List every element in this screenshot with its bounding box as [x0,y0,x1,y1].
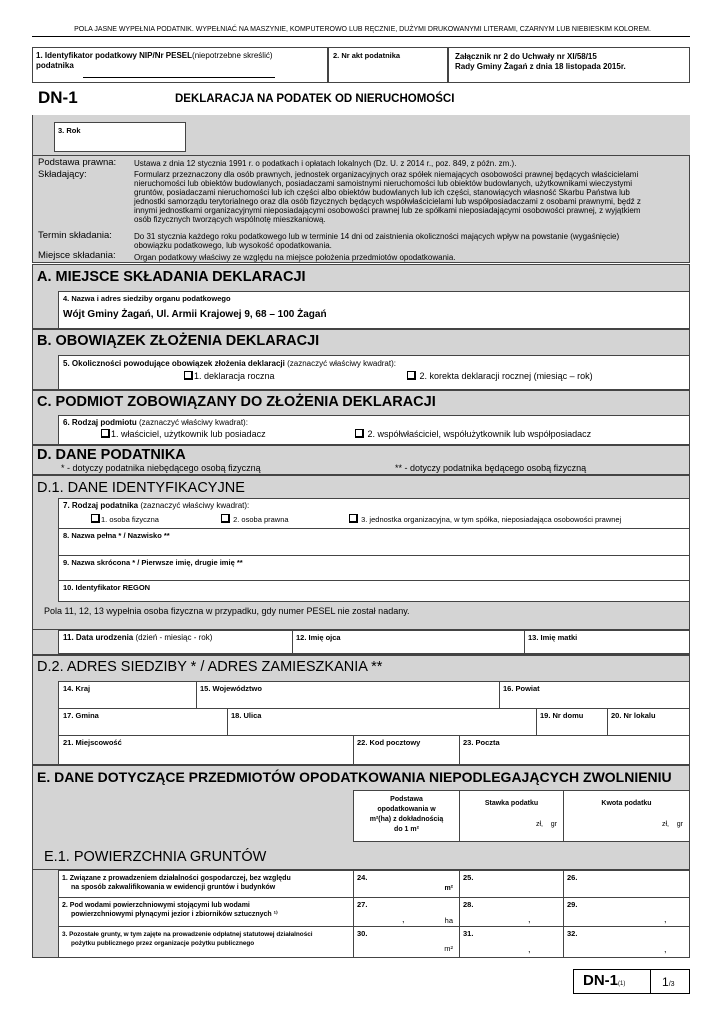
column-header-rate-label: Stawka podatku [484,800,539,807]
section-c [32,390,690,445]
field-17-commune[interactable] [58,708,228,736]
filer-line: jednostki samorządu terytorialnego oraz dla osób fizycznych będących współwłaścicielami lub współposiadaczami z osobami prawnymi, będź z [134,197,641,206]
section-d [32,445,690,475]
field-5-obligation [58,355,690,390]
field-17-label: 17. Gmina [63,711,99,720]
field-28[interactable] [459,897,564,927]
decimal-separator: , [664,944,667,954]
unit-label: m² [444,944,453,953]
row-description-line: powierzchniowymi płynącymi jezior i zbiorników sztucznych ¹⁾ [71,911,278,918]
field-30[interactable] [353,926,460,958]
filer-line: innymi jednostkami organizacyjnymi nieposiadającymi osobowości prawnej lub ze spółkami nieposiadającymi osobowości prawnej, z wyjątkiem [134,206,641,215]
option-label: 2. korekta deklaracji rocznej (miesiąc – rok) [419,371,593,381]
filer-line: Formularz przeznaczony dla osób prawnych, jednostek organizacyjnych oraz spółek niemających osobowości prawnej będących właścicielami [134,170,639,179]
nip-underline [83,77,275,78]
deadline-text [134,232,619,250]
legal-basis-text: Ustawa z dnia 12 stycznia 1991 r. o podatkach i opłatach lokalnych (Dz. U. z 2014 r., poz. 849, z późn. zm.). [134,159,517,168]
legal-info [32,155,690,263]
row-description-line: 1. Związane z prowadzeniem działalności gospodarczej, bez względu [62,875,291,882]
decimal-separator: , [528,914,531,924]
field-11-label: 11. Data urodzenia [63,633,134,642]
field-18-label: 18. Ulica [231,711,262,720]
column-header-amount-label: Kwota podatku [601,800,652,807]
option-label: 2. osoba prawna [233,515,289,524]
checkbox-icon[interactable] [355,429,364,438]
field-23-label: 23. Poczta [463,738,500,747]
checkbox-icon[interactable] [101,429,110,438]
deadline-label: Termin składania: [38,230,112,241]
filer-text [134,170,686,224]
tax-office-address: Wójt Gminy Żagań, Ul. Armii Krajowej 9, 68 – 100 Żagań [63,309,327,320]
section-e1-table [32,870,690,958]
attachment-line-2: Rady Gminy Żagań z dnia 18 listopada 2015r. [455,62,626,71]
field-6-label: 6. Rodzaj podmiotu [63,418,137,427]
section-d2-title: D.2. ADRES SIEDZIBY * / ADRES ZAMIESZKANIA ** [37,659,383,675]
option-label: 3. jednostka organizacyjna, w tym spółka, nieposiadająca osobowości prawnej [361,515,622,524]
field-13-mother-name[interactable] [524,630,690,654]
field-9-short-name[interactable] [58,555,690,581]
field-14-country[interactable] [58,681,197,709]
option-co-owner[interactable] [355,429,591,439]
field-3-year[interactable] [54,122,186,152]
field-28-label: 28. [463,900,474,909]
field-15-label: 15. Województwo [200,684,262,693]
option-label: 1. osoba fizyczna [101,515,159,524]
section-a-title: A. MIEJSCE SKŁADANIA DEKLARACJI [37,269,306,285]
field-26-label: 26. [567,873,578,882]
option-label: 1. właściciel, użytkownik lub posiadacz [111,429,266,439]
field-19-house-number[interactable] [536,708,608,736]
column-header-amount [563,790,690,842]
filer-line: nieruchomości lub obiektów budowlanych, posiadaczami samoistnymi nieruchomości lub obiektów budowlanych, użytkownikami wieczystymi [134,179,632,188]
field-32-label: 32. [567,929,578,938]
field-13-label: 13. Imię matki [528,633,578,642]
field-8-full-name[interactable] [58,528,690,556]
field-16-county[interactable] [499,681,690,709]
field-6-hint: (zaznaczyć właściwy kwadrat): [139,418,248,427]
field-25[interactable] [459,870,564,898]
field-3-label: 3. Rok [58,126,81,135]
field-2-file-number[interactable] [328,47,448,83]
column-header-base-text [354,795,459,835]
deadline-line: obowiązku podatkowego, lub wysokość opodatkowania. [134,241,332,250]
form-title: DEKLARACJA NA PODATEK OD NIERUCHOMOŚCI [175,93,455,105]
section-b-title: B. OBOWIĄZEK ZŁOŻENIA DEKLARACJI [37,333,320,349]
field-4-tax-office [58,291,690,329]
field-1-label-cont: podatnika [36,61,74,70]
field-29[interactable] [563,897,690,927]
field-12-label: 12. Imię ojca [296,633,341,642]
checkbox-icon[interactable] [407,371,416,380]
field-1-hint: (niepotrzebne skreślić) [192,51,273,60]
field-21-city[interactable] [58,735,354,765]
field-8-label: 8. Nazwa pełna * / Nazwisko ** [63,531,170,540]
field-22-label: 22. Kod pocztowy [357,738,421,747]
field-5-hint: (zaznaczyć właściwy kwadrat): [287,359,396,368]
column-header-line: m²(ha) z dokładnością [369,816,444,823]
legal-basis-label: Podstawa prawna: [38,157,117,168]
field-29-label: 29. [567,900,578,909]
field-7-label: 7. Rodzaj podatnika [63,501,139,510]
field-30-label: 30. [357,929,368,938]
section-d1-title: D.1. DANE IDENTYFIKACYJNE [37,480,245,496]
form-code: DN-1 [38,88,78,107]
section-d2 [32,655,690,765]
field-4-label: 4. Nazwa i adres siedziby organu podatkowego [63,294,231,303]
column-header-rate-units: zł, gr [535,821,557,828]
checkbox-icon[interactable] [221,514,230,523]
field-5-label: 5. Okoliczności powodujące obowiązek złożenia deklaracji [63,359,285,368]
section-d1-birth [32,630,690,655]
decimal-separator: , [402,914,405,924]
field-16-label: 16. Powiat [503,684,540,693]
column-header-line: do 1 m² [394,826,419,833]
field-15-voivodeship[interactable] [196,681,500,709]
option-annual-declaration[interactable] [184,371,275,381]
footer-divider [650,970,651,993]
field-1-label: 1. Identyfikator podatkowy NIP/Nr PESEL [36,51,193,60]
field-18-street[interactable] [227,708,537,736]
note-non-natural: * - dotyczy podatnika niebędącego osobą fizyczną [61,463,261,473]
field-24[interactable] [353,870,460,898]
option-natural-person[interactable] [91,514,159,524]
field-24-label: 24. [357,873,368,882]
field-32[interactable] [563,926,690,958]
field-20-apartment-number[interactable] [607,708,690,736]
field-31[interactable] [459,926,564,958]
column-header-base [353,790,460,842]
field-10-label: 10. Identyfikator REGON [63,583,151,592]
option-label: 2. współwłaściciel, współużytkownik lub współposiadacz [367,429,592,439]
field-11-hint: (dzień - miesiąc - rok) [135,633,213,642]
field-14-label: 14. Kraj [63,684,91,693]
section-e1-title: E.1. POWIERZCHNIA GRUNTÓW [44,849,267,865]
section-e-title: E. DANE DOTYCZĄCE PRZEDMIOTÓW OPODATKOWANIA NIEPODLEGAJĄCYCH ZWOLNIENIU [37,769,672,785]
field-10-regon[interactable] [58,580,690,602]
field-22-postal-code[interactable] [353,735,460,765]
field-26[interactable] [563,870,690,898]
e1-row-description [58,897,354,927]
field-21-label: 21. Miejscowość [63,738,122,747]
section-d1 [32,475,690,630]
filer-line: gruntów, posiadaczami nieruchomości lub ich części albo obiektów budowlanych lub ich części, stanowiących własność Skarbu Państwa lub [134,188,630,197]
column-header-rate [459,790,564,842]
field-7-taxpayer-type [58,498,690,529]
top-note: POLA JASNE WYPEŁNIA PODATNIK. WYPEŁNIAĆ NA MASZYNIE, KOMPUTEROWO LUB RĘCZNIE, DUŻYMI DRUKOWANYMI LITERAMI, CZARNYM LUB NIEBIESKIM KOLOREM. [74,26,651,33]
field-25-label: 25. [463,873,474,882]
footer-code-sup: (1) [618,981,626,987]
row-description-line: na sposób zakwalifikowania w ewidencji gruntów i budynków [71,884,276,891]
section-a [32,264,690,329]
section-e [32,765,690,870]
field-1-nip-pesel[interactable] [32,47,328,83]
page-total: /3 [668,981,675,988]
checkbox-icon[interactable] [91,514,100,523]
attachment-line-1: Załącznik nr 2 do Uchwały nr XI/58/15 [455,52,597,61]
note-natural: ** - dotyczy podatnika będącego osobą fizyczną [395,463,587,473]
footer-form-code [573,969,690,994]
field-31-label: 31. [463,929,474,938]
filer-label: Składający: [38,169,87,180]
column-header-line: opodatkowania w [377,806,436,813]
option-label: 1. deklaracja roczna [194,371,275,381]
decimal-separator: , [664,914,667,924]
e1-row-description [58,926,354,958]
field-11-birth-date[interactable] [58,630,293,654]
checkbox-icon[interactable] [349,514,358,523]
option-owner[interactable] [101,429,266,439]
e1-row-description [58,870,354,898]
column-header-amount-units: zł, gr [661,821,683,828]
decimal-separator: , [528,944,531,954]
attachment-box [448,47,690,83]
option-correction[interactable] [407,371,593,381]
field-6-entity-type [58,415,690,445]
filer-line: osób fizycznych tworzących wspólnotę mieszkaniową. [134,215,326,224]
place-label: Miejsce składania: [38,250,116,261]
checkbox-icon[interactable] [184,371,193,380]
row-description-line: 3. Pozostałe grunty, w tym zajęte na prowadzenie odpłatnej statutowej działalności [62,931,313,938]
field-23-post-office[interactable] [459,735,690,765]
section-b [32,329,690,390]
field-27[interactable] [353,897,460,927]
row-description-line: 2. Pod wodami powierzchniowymi stojącymi lub wodami [62,902,250,909]
column-header-line: Podstawa [390,796,423,803]
field-2-label: 2. Nr akt podatnika [333,51,401,60]
field-7-hint: (zaznaczyć właściwy kwadrat): [140,501,250,510]
top-rule [32,36,690,37]
pesel-note: Pola 11, 12, 13 wypełnia osoba fizyczna w przypadku, gdy numer PESEL nie został nadany. [44,606,410,616]
deadline-line: Do 31 stycznia każdego roku podatkowego lub w terminie 14 dni od zaistnienia okoliczności mających wpływ na powstanie (wygaśnięcie) [134,232,620,241]
unit-label: ha [444,916,453,925]
option-organizational-unit[interactable] [349,514,621,524]
section-d-title: D. DANE PODATNIKA [37,447,186,463]
place-text: Organ podatkowy właściwy ze względu na miejsce położenia przedmiotów opodatkowania. [134,253,456,262]
field-27-label: 27. [357,900,368,909]
field-9-label: 9. Nazwa skrócona * / Pierwsze imię, drugie imię ** [63,558,243,567]
row-description-line: pożytku publicznego przez organizacje pożytku publicznego [71,940,255,947]
field-20-label: 20. Nr lokalu [611,711,656,720]
field-12-father-name[interactable] [292,630,525,654]
field-19-label: 19. Nr domu [540,711,584,720]
footer-code: DN-1 [583,972,619,989]
unit-label: m² [444,885,453,892]
page-number: 1 [662,975,669,989]
section-c-title: C. PODMIOT ZOBOWIĄZANY DO ZŁOŻENIA DEKLARACJI [37,394,436,410]
option-legal-person[interactable] [221,514,289,524]
